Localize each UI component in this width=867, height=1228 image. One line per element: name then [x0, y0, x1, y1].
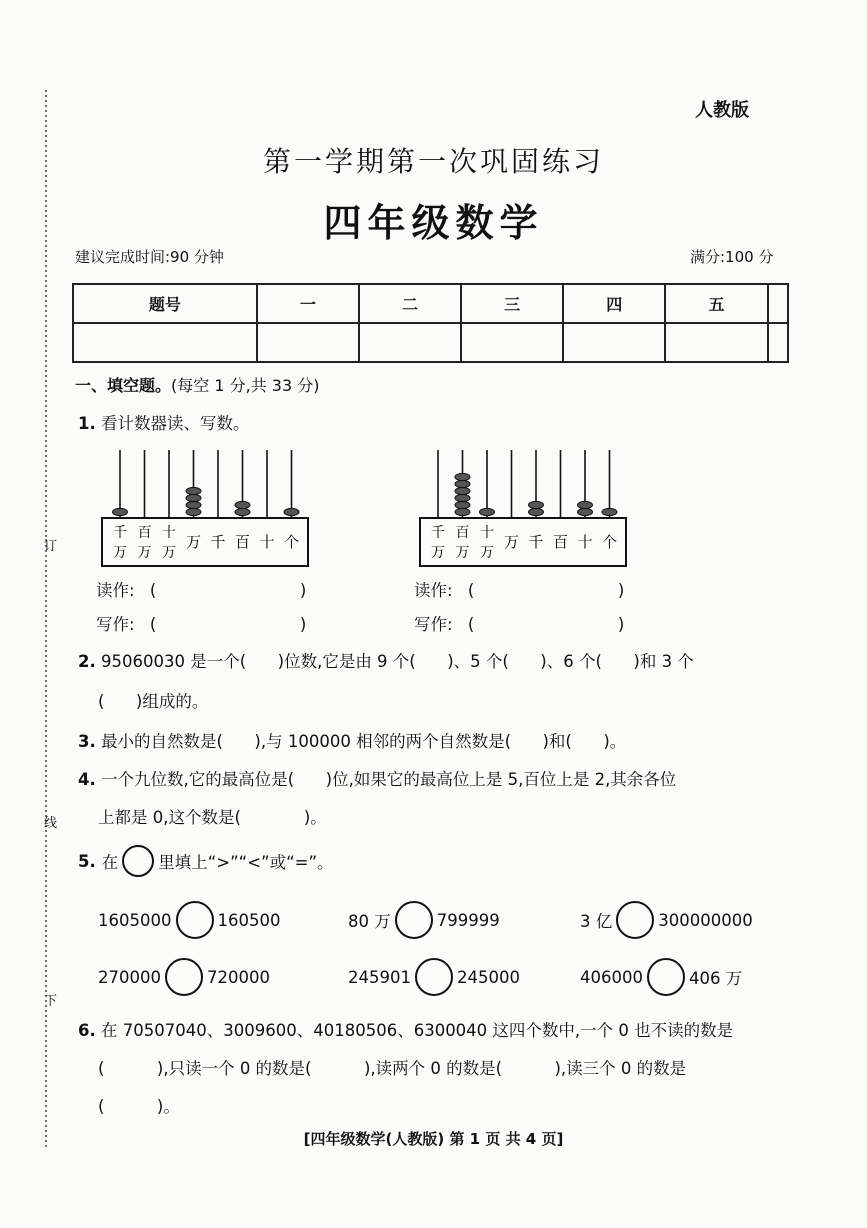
question-text-line-1: 95060030 是一个( )位数,它是由 9 个( )、5 个( )、6 个( )和 3 个 [101, 652, 694, 671]
abacus-2-write-row [414, 611, 624, 635]
abacus-bead [186, 501, 201, 508]
abacus-1 [100, 448, 312, 572]
question-text-post: 里填上“>”“<”或“=”。 [158, 853, 334, 872]
answer-close-paren: ) [617, 581, 625, 600]
abacus-bead [455, 480, 470, 487]
abacus-bead [480, 508, 495, 515]
compare-left: 1605000 [98, 910, 172, 930]
score-header-cell [768, 284, 788, 323]
compare-item [580, 958, 742, 996]
abacus-place-label: 千 [431, 525, 445, 541]
compare-item [348, 901, 500, 939]
score-cell [563, 323, 665, 362]
abacus-place-label: 万 [137, 545, 152, 561]
read-label: 读作: [414, 581, 453, 600]
question-text-pre: 在 [101, 853, 119, 872]
question-1 [78, 410, 250, 434]
subject-title: 四年级数学 [323, 201, 544, 245]
abacus-1-write-row [96, 611, 306, 635]
question-number: 3. [78, 732, 96, 751]
compare-circle-icon[interactable] [176, 901, 214, 939]
abacus-place-label: 千 [113, 525, 127, 541]
compare-left: 406000 [580, 967, 643, 987]
edition-label: 人教版 [695, 100, 749, 121]
answer-open-paren: ( [149, 615, 157, 634]
question-6 [78, 1017, 733, 1041]
score-cell [461, 323, 563, 362]
abacus-place-label: 十 [162, 525, 176, 541]
abacus-bead [235, 501, 250, 508]
compare-item [98, 958, 270, 996]
answer-open-paren: ( [149, 581, 157, 600]
read-label: 读作: [96, 581, 135, 600]
exam-title: 第一学期第一次巩固练习 [262, 145, 604, 178]
abacus-place-label: 万 [113, 545, 127, 561]
question-6-line-3: ( )。 [98, 1097, 180, 1116]
abacus-bead [186, 487, 201, 494]
write-label: 写作: [96, 615, 135, 634]
score-cell [73, 323, 257, 362]
abacus-place-label: 个 [283, 533, 300, 551]
abacus-place-label: 百 [455, 525, 470, 541]
abacus-place-label: 个 [601, 533, 618, 551]
section-1-title: 一、填空题。 [75, 376, 172, 395]
abacus-bead [113, 508, 128, 515]
compare-item [580, 901, 753, 939]
binding-mark-xian: 线 [44, 816, 58, 831]
score-table [72, 283, 789, 363]
abacus-bead [578, 501, 593, 508]
score-cell [665, 323, 767, 362]
section-1-heading [75, 373, 319, 396]
question-5 [78, 845, 334, 877]
abacus-place-label: 千 [210, 533, 226, 551]
suggested-time: 建议完成时间:90 分钟 [75, 248, 224, 266]
compare-right: 720000 [207, 967, 270, 987]
abacus-frame [102, 518, 308, 566]
score-table-header-row [73, 284, 788, 323]
abacus-2-read-row [414, 577, 624, 601]
abacus-bead [186, 494, 201, 501]
question-4 [78, 766, 676, 790]
question-2 [78, 648, 694, 672]
answer-close-paren: ) [617, 615, 625, 634]
abacus-bead [455, 473, 470, 480]
compare-left: 245901 [348, 967, 411, 987]
abacus-place-label: 百 [234, 533, 251, 551]
answer-close-paren: ) [299, 581, 307, 600]
abacus-bead [455, 501, 470, 508]
abacus-1-read-row [96, 577, 306, 601]
compare-right: 245000 [457, 967, 520, 987]
score-cell [257, 323, 359, 362]
section-1-note: (每空 1 分,共 33 分) [171, 376, 320, 395]
compare-item [348, 958, 520, 996]
compare-circle-icon[interactable] [616, 901, 654, 939]
answer-close-paren: ) [299, 615, 307, 634]
compare-left: 3 亿 [580, 912, 613, 931]
compare-item [98, 901, 281, 939]
abacus-bead [455, 494, 470, 501]
score-header-cell: 题号 [73, 284, 257, 323]
score-cell [359, 323, 461, 362]
compare-circle-icon[interactable] [165, 958, 203, 996]
write-label: 写作: [414, 615, 453, 634]
abacus-frame [420, 518, 626, 566]
abacus-place-label: 万 [185, 533, 202, 551]
score-header-cell: 四 [563, 284, 665, 323]
score-cell [768, 323, 788, 362]
score-header-cell: 五 [665, 284, 767, 323]
question-number: 6. [78, 1021, 96, 1040]
question-number: 2. [78, 652, 96, 671]
abacus-bead [186, 508, 201, 515]
question-text: 最小的自然数是( ),与 100000 相邻的两个自然数是( )和( )。 [101, 732, 627, 751]
compare-left: 80 万 [348, 912, 391, 931]
question-number: 5. [78, 851, 96, 871]
compare-circle-icon[interactable] [415, 958, 453, 996]
abacus-place-label: 百 [552, 533, 569, 551]
abacus-place-label: 百 [137, 525, 152, 541]
abacus-place-label: 十 [259, 533, 275, 551]
abacus-bead [235, 508, 250, 515]
compare-left: 270000 [98, 967, 161, 987]
abacus-place-label: 万 [480, 545, 494, 561]
abacus-place-label: 千 [528, 533, 544, 551]
question-4-line-2: 上都是 0,这个数是( )。 [98, 808, 327, 827]
abacus-bead [529, 508, 544, 515]
score-header-cell: 三 [461, 284, 563, 323]
compare-right: 799999 [436, 910, 500, 930]
abacus-place-label: 万 [455, 545, 470, 561]
abacus-place-label: 万 [431, 545, 445, 561]
abacus-bead [455, 487, 470, 494]
question-number: 1. [78, 414, 96, 433]
answer-open-paren: ( [467, 615, 475, 634]
compare-circle-icon[interactable] [647, 958, 685, 996]
answer-open-paren: ( [467, 581, 475, 600]
question-text: 看计数器读、写数。 [101, 414, 250, 433]
page-footer: [四年级数学(人教版) 第 1 页 共 4 页] [303, 1130, 564, 1148]
question-text-line-1: 一个九位数,它的最高位是( )位,如果它的最高位上是 5,百位上是 2,其余各位 [101, 770, 677, 789]
abacus-place-label: 万 [162, 545, 176, 561]
full-marks: 满分:100 分 [690, 248, 774, 266]
compare-right: 160500 [217, 910, 281, 930]
compare-right: 300000000 [658, 910, 753, 930]
question-number: 4. [78, 770, 96, 789]
abacus-bead [284, 508, 299, 515]
question-2-line-2: ( )组成的。 [98, 692, 209, 711]
abacus-place-label: 十 [577, 533, 593, 551]
compare-circle-icon[interactable] [395, 901, 433, 939]
binding-mark-xia: 下 [44, 994, 58, 1009]
question-6-line-2: ( ),只读一个 0 的数是( ),读两个 0 的数是( ),读三个 0 的数是 [98, 1059, 687, 1078]
abacus-place-label: 十 [480, 525, 494, 541]
score-table-score-row [73, 323, 788, 362]
abacus-bead [529, 501, 544, 508]
binding-mark-ding: 订 [44, 539, 58, 554]
compare-circle-icon [122, 845, 154, 877]
question-3 [78, 728, 626, 752]
score-header-cell: 二 [359, 284, 461, 323]
abacus-bead [602, 508, 617, 515]
compare-right: 406 万 [689, 969, 743, 988]
abacus-bead [578, 508, 593, 515]
question-text-line-1: 在 70507040、3009600、40180506、6300040 这四个数中,一个 0 也不读的数是 [101, 1021, 734, 1040]
score-header-cell: 一 [257, 284, 359, 323]
abacus-2 [418, 448, 630, 572]
abacus-bead [455, 508, 470, 515]
abacus-place-label: 万 [503, 533, 520, 551]
